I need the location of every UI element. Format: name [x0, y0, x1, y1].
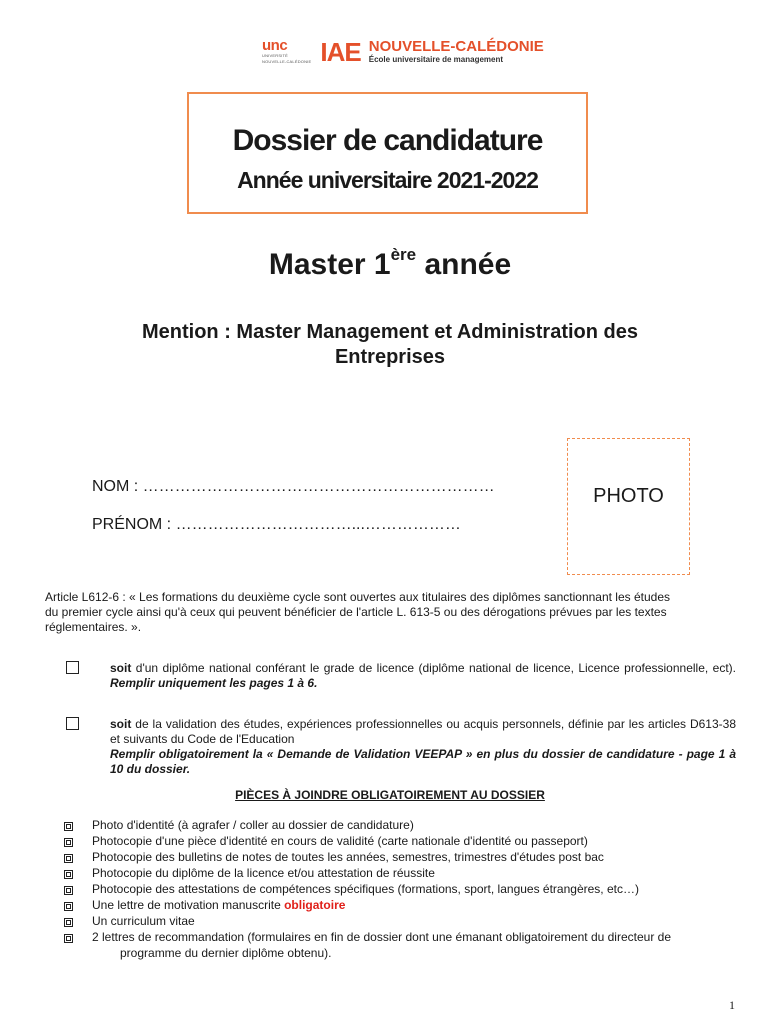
master-prefix: Master 1: [268, 248, 391, 281]
list-item: Photo d'identité (à agrafer / coller au dossier de candidature): [92, 818, 414, 832]
option-licence-instruction: Remplir uniquement les pages 1 à 6.: [110, 676, 318, 690]
nom-field[interactable]: NOM : …………………………………………………………: [92, 478, 495, 495]
bullet-icon: [64, 822, 73, 831]
unc-logo-sub-2: NOUVELLE-CALÉDONIE: [262, 59, 312, 64]
iae-logo: [320, 39, 543, 65]
option-validation-text: [110, 717, 736, 777]
photo-box[interactable]: [567, 438, 690, 575]
prenom-field[interactable]: PRÉNOM : ……………………………...………………: [92, 516, 461, 533]
option-validation-instruction: Remplir obligatoirement la « Demande de Validation VEEPAP » en plus du dossier de candidature - page 1 à 10 du dossier.: [110, 747, 736, 776]
unc-logo-text: unc: [262, 37, 288, 54]
article-paragraph: [45, 590, 730, 635]
option-validation-body: de la validation des études, expériences professionnelles ou acquis personnels, définie par les articles D613-38 et suivants du Code de l'Education: [110, 717, 736, 746]
master-heading: [0, 245, 770, 282]
option-validation-soit: soit: [110, 717, 132, 731]
bullet-icon: [64, 838, 73, 847]
iae-name-block: [369, 39, 544, 65]
list-item: Photocopie du diplôme de la licence et/ou attestation de réussite: [92, 866, 435, 880]
option-licence-text: [110, 661, 736, 691]
bullet-icon: [64, 934, 73, 943]
option-licence-checkbox[interactable]: [66, 661, 79, 674]
article-line-2: du premier cycle ainsi qu'à ceux qui peuvent bénéficier de l'article L. 613-5 ou des dérogations prévues par les textes: [45, 605, 667, 619]
bullet-icon: [64, 918, 73, 927]
motivation-required-highlight: obligatoire: [284, 898, 346, 912]
option-licence-body: d'un diplôme national conférant le grade de licence (diplôme national de licence, Licence professionnelle, ect).: [131, 661, 736, 675]
photo-label: PHOTO: [593, 485, 664, 507]
bullet-icon: [64, 854, 73, 863]
header-logos: [262, 36, 544, 68]
master-suffix: année: [416, 248, 512, 281]
mention-line-1: Mention : Master Management et Administration des: [142, 321, 638, 343]
motivation-letter-text: Une lettre de motivation manuscrite: [92, 898, 285, 912]
title-box: [187, 92, 588, 214]
page-number: 1: [729, 998, 735, 1012]
option-licence-soit: soit: [110, 661, 132, 675]
master-superscript: ère: [390, 245, 417, 264]
list-item: [92, 898, 345, 913]
list-item-continuation: programme du dernier diplôme obtenu).: [120, 946, 332, 960]
list-item: 2 lettres de recommandation (formulaires en fin de dossier dont une émanant obligatoirement du directeur de: [92, 930, 671, 944]
mention-line-2: Entreprises: [334, 346, 446, 368]
option-validation-checkbox[interactable]: [66, 717, 79, 730]
mention-heading: [90, 320, 690, 370]
bullet-icon: [64, 902, 73, 911]
unc-logo: [262, 37, 312, 64]
iae-subtitle: École universitaire de management: [368, 55, 504, 64]
iae-logo-text: IAE: [320, 37, 361, 67]
bullet-icon: [64, 870, 73, 879]
article-line-3: réglementaires. ».: [45, 620, 142, 634]
document-title: Dossier de candidature: [232, 124, 543, 157]
pieces-title: PIÈCES À JOINDRE OBLIGATOIREMENT AU DOSSIER: [235, 788, 545, 802]
academic-year: Année universitaire 2021-2022: [237, 167, 538, 193]
bullet-icon: [64, 886, 73, 895]
list-item: Photocopie des bulletins de notes de toutes les années, semestres, trimestres d'études post bac: [92, 850, 604, 864]
list-item: Photocopie d'une pièce d'identité en cours de validité (carte nationale d'identité ou passeport): [92, 834, 588, 848]
list-item: Un curriculum vitae: [92, 914, 195, 928]
article-line-1: Article L612-6 : « Les formations du deuxième cycle sont ouvertes aux titulaires des diplômes sanctionnant les études: [45, 590, 671, 604]
list-item: Photocopie des attestations de compétences spécifiques (formations, sport, langues étrangères, etc…): [92, 882, 639, 896]
unc-logo-sub-1: UNIVERSITÉ: [262, 53, 289, 58]
iae-name: NOUVELLE-CALÉDONIE: [368, 38, 544, 55]
